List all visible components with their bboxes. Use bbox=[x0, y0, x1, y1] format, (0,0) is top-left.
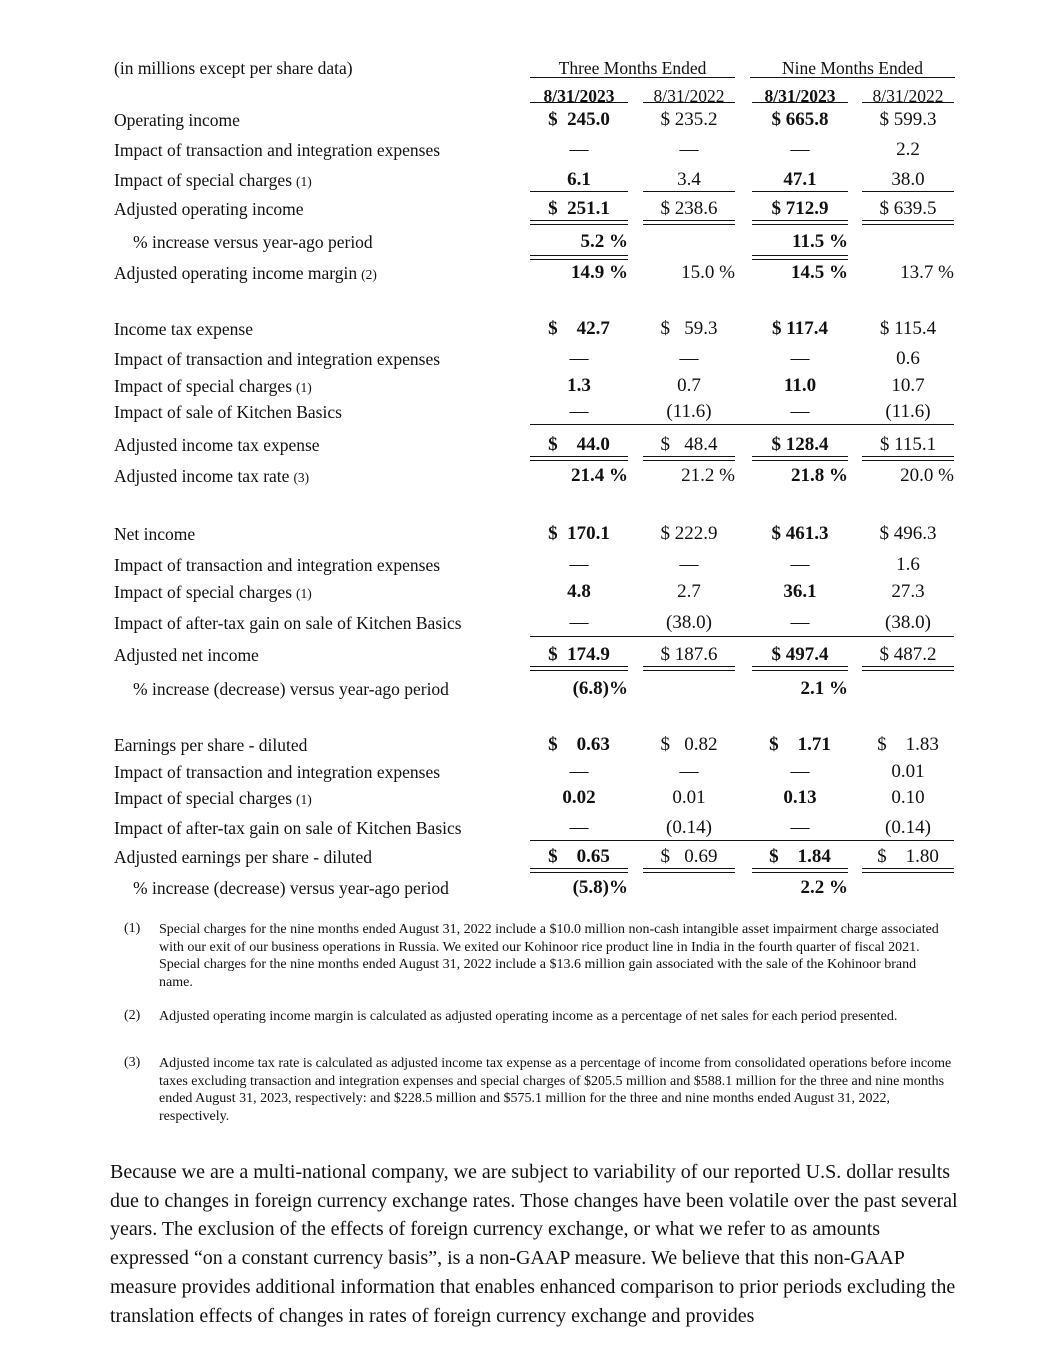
row-label-ni-special bbox=[114, 582, 312, 603]
cell-ni-special-2: 36.1 bbox=[783, 581, 817, 602]
cell-ni-trans-2: — bbox=[790, 554, 810, 575]
row-label-eps bbox=[114, 735, 311, 756]
cell-adj-op-increase-2: 11.5 % bbox=[792, 231, 848, 252]
row-label-op-trans bbox=[114, 140, 444, 161]
cell-ni-special-0: 4.8 bbox=[567, 581, 591, 602]
cell-op-trans-0: — bbox=[569, 139, 589, 160]
cell-eps-trans-1: — bbox=[679, 761, 699, 782]
row-label-ni-trans bbox=[114, 555, 444, 576]
row-double-rule bbox=[752, 666, 848, 671]
row-label-text: Impact of special charges bbox=[114, 582, 292, 602]
row-label-adj-eps-change bbox=[133, 878, 453, 899]
cell-adj-op-income-3: $ 639.5 bbox=[879, 198, 937, 219]
row-label-text: Impact of after-tax gain on sale of Kitchen Basics bbox=[114, 818, 462, 838]
row-double-rule bbox=[752, 220, 848, 225]
row-double-rule bbox=[530, 666, 628, 671]
row-label-adj-tax-expense bbox=[114, 435, 324, 456]
cell-ni-trans-3: 1.6 bbox=[896, 554, 920, 575]
cell-ni-special-3: 27.3 bbox=[891, 581, 925, 602]
cell-eps-trans-3: 0.01 bbox=[891, 761, 925, 782]
cell-tax-trans-0: — bbox=[569, 348, 589, 369]
row-rule bbox=[643, 191, 735, 192]
cell-op-income-1: $ 235.2 bbox=[660, 109, 718, 130]
cell-eps-kb-3: (0.14) bbox=[885, 817, 931, 838]
cell-ni-trans-0: — bbox=[569, 554, 589, 575]
cell-ni-kb-2: — bbox=[790, 612, 810, 633]
header-three-months: Three Months Ended bbox=[558, 58, 707, 78]
cell-op-trans-1: — bbox=[679, 139, 699, 160]
row-label-adj-op-margin bbox=[114, 263, 377, 284]
cell-adj-op-margin-1: 15.0 % bbox=[681, 262, 735, 283]
cell-tax-trans-3: 0.6 bbox=[896, 348, 920, 369]
cell-tax-trans-1: — bbox=[679, 348, 699, 369]
cell-tax-special-1: 0.7 bbox=[677, 375, 701, 396]
row-double-rule bbox=[530, 868, 628, 873]
row-label-text: Impact of sale of Kitchen Basics bbox=[114, 402, 342, 422]
footnote-ref: (1) bbox=[296, 792, 312, 807]
cell-eps-0: $ 0.63 bbox=[548, 734, 610, 755]
cell-op-income-3: $ 599.3 bbox=[879, 109, 937, 130]
row-rule bbox=[530, 636, 954, 637]
cell-adj-ni-change-0: (6.8)% bbox=[572, 678, 628, 699]
cell-tax-special-2: 11.0 bbox=[783, 375, 817, 396]
row-label-op-income bbox=[114, 110, 244, 131]
cell-eps-trans-2: — bbox=[790, 761, 810, 782]
row-label-text: Adjusted operating income margin bbox=[114, 263, 358, 283]
cell-adj-op-margin-3: 13.7 % bbox=[900, 262, 954, 283]
row-double-rule bbox=[752, 456, 848, 461]
row-label-adj-tax-rate bbox=[114, 466, 309, 487]
cell-ni-special-1: 2.7 bbox=[677, 581, 701, 602]
cell-adj-tax-expense-1: $ 48.4 bbox=[660, 434, 718, 455]
cell-net-income-2: $ 461.3 bbox=[771, 523, 829, 544]
row-label-text: Impact of transaction and integration expenses bbox=[114, 349, 441, 369]
row-double-rule bbox=[643, 220, 735, 225]
row-label-text: Impact of transaction and integration expenses bbox=[114, 140, 441, 160]
row-label-text: % increase (decrease) versus year-ago period bbox=[133, 878, 449, 898]
row-label-text: % increase (decrease) versus year-ago period bbox=[133, 679, 449, 699]
row-label-ni-kb bbox=[114, 613, 466, 634]
row-label-eps-kb bbox=[114, 818, 466, 839]
cell-eps-kb-1: (0.14) bbox=[666, 817, 712, 838]
cell-adj-tax-expense-0: $ 44.0 bbox=[548, 434, 610, 455]
row-label-eps-special bbox=[114, 788, 312, 809]
row-double-rule bbox=[862, 456, 954, 461]
units-label: (in millions except per share data) bbox=[114, 58, 353, 78]
cell-adj-eps-1: $ 0.69 bbox=[660, 846, 718, 867]
cell-adj-eps-2: $ 1.84 bbox=[769, 846, 831, 867]
row-rule bbox=[862, 191, 954, 192]
row-label-text: Impact of special charges bbox=[114, 170, 292, 190]
cell-net-income-1: $ 222.9 bbox=[660, 523, 718, 544]
cell-eps-3: $ 1.83 bbox=[877, 734, 939, 755]
cell-adj-op-margin-2: 14.5 % bbox=[791, 262, 848, 283]
row-label-text: Adjusted income tax expense bbox=[114, 435, 320, 455]
cell-tax-kb-3: (11.6) bbox=[885, 401, 931, 422]
cell-adj-net-income-2: $ 497.4 bbox=[771, 644, 829, 665]
cell-op-trans-3: 2.2 bbox=[896, 139, 920, 160]
cell-tax-kb-2: — bbox=[790, 401, 810, 422]
row-label-tax-kb bbox=[114, 402, 346, 423]
footnote-number: (3) bbox=[124, 1055, 141, 1070]
cell-op-special-1: 3.4 bbox=[677, 169, 701, 190]
row-double-rule bbox=[530, 456, 628, 461]
row-label-text: Adjusted income tax rate bbox=[114, 466, 290, 486]
header-nine-months: Nine Months Ended bbox=[782, 58, 923, 78]
row-label-tax-expense bbox=[114, 319, 257, 340]
cell-op-income-2: $ 665.8 bbox=[771, 109, 829, 130]
cell-ni-trans-1: — bbox=[679, 554, 699, 575]
row-label-adj-ni-change bbox=[133, 679, 453, 700]
col-header-q-2023: 8/31/2023 bbox=[543, 86, 615, 106]
cell-adj-eps-3: $ 1.80 bbox=[877, 846, 939, 867]
row-label-net-income bbox=[114, 524, 199, 545]
cell-net-income-0: $ 170.1 bbox=[548, 523, 610, 544]
footnote-number: (2) bbox=[124, 1008, 141, 1023]
row-label-op-special bbox=[114, 170, 312, 191]
row-label-text: Impact of special charges bbox=[114, 376, 292, 396]
footnote-ref: (1) bbox=[296, 586, 312, 601]
footnote-text: Adjusted operating income margin is calculated as adjusted operating income as a percentage of net sales for each period presented. bbox=[159, 1009, 898, 1024]
footnote-ref: (1) bbox=[296, 174, 312, 189]
footnote-number: (1) bbox=[124, 921, 141, 936]
row-double-rule bbox=[862, 666, 954, 671]
row-label-text: Impact of transaction and integration expenses bbox=[114, 762, 441, 782]
row-double-rule bbox=[643, 868, 735, 873]
cell-ni-kb-0: — bbox=[569, 612, 589, 633]
cell-tax-special-3: 10.7 bbox=[891, 375, 925, 396]
row-label-text: Adjusted operating income bbox=[114, 199, 304, 219]
col-header-q-2022: 8/31/2022 bbox=[653, 86, 725, 106]
footnote-text: Special charges for the nine months ended August 31, 2022 include a $10.0 million non-cash intangible asset impairment charge associated with our exit of our business operations in Russia. We exited our Kohinoor rice product line in India in the fourth quarter of fiscal 2021. Special charges for the nine months ended August 31, 2022 include a $13.6 million gain associated with the sale of the Kohinoor brand name. bbox=[159, 922, 939, 990]
row-label-adj-op-income bbox=[114, 199, 308, 220]
cell-op-special-2: 47.1 bbox=[783, 169, 817, 190]
footnote-ref: (2) bbox=[361, 267, 377, 282]
header-rule bbox=[530, 77, 735, 78]
row-label-text: Impact of special charges bbox=[114, 788, 292, 808]
cell-adj-eps-change-0: (5.8)% bbox=[572, 877, 628, 898]
cell-adj-op-income-1: $ 238.6 bbox=[660, 198, 718, 219]
col-rule bbox=[862, 102, 954, 103]
col-header-ytd-2023: 8/31/2023 bbox=[764, 86, 836, 106]
cell-adj-net-income-1: $ 187.6 bbox=[660, 644, 718, 665]
cell-tax-kb-0: — bbox=[569, 401, 589, 422]
cell-adj-op-income-0: $ 251.1 bbox=[548, 198, 610, 219]
cell-op-income-0: $ 245.0 bbox=[548, 109, 610, 130]
cell-adj-ni-change-2: 2.1 % bbox=[800, 678, 848, 699]
cell-op-special-0: 6.1 bbox=[567, 169, 591, 190]
cell-adj-tax-rate-3: 20.0 % bbox=[900, 465, 954, 486]
cell-tax-kb-1: (11.6) bbox=[666, 401, 712, 422]
cell-tax-trans-2: — bbox=[790, 348, 810, 369]
row-label-adj-net-income bbox=[114, 645, 263, 666]
cell-adj-eps-change-2: 2.2 % bbox=[800, 877, 848, 898]
cell-eps-trans-0: — bbox=[569, 761, 589, 782]
cell-eps-special-0: 0.02 bbox=[562, 787, 596, 808]
row-double-rule bbox=[643, 666, 735, 671]
row-label-adj-op-increase bbox=[133, 232, 377, 253]
cell-adj-op-income-2: $ 712.9 bbox=[771, 198, 829, 219]
cell-eps-special-2: 0.13 bbox=[783, 787, 817, 808]
row-label-text: Operating income bbox=[114, 110, 240, 130]
row-double-rule bbox=[530, 220, 628, 225]
cell-tax-special-0: 1.3 bbox=[567, 375, 591, 396]
cell-ni-kb-3: (38.0) bbox=[885, 612, 931, 633]
cell-adj-net-income-0: $ 174.9 bbox=[548, 644, 610, 665]
row-label-adj-eps bbox=[114, 847, 376, 868]
col-header-ytd-2022: 8/31/2022 bbox=[872, 86, 944, 106]
cell-adj-net-income-3: $ 487.2 bbox=[879, 644, 937, 665]
row-double-rule bbox=[643, 456, 735, 461]
cell-adj-tax-expense-2: $ 128.4 bbox=[771, 434, 829, 455]
cell-eps-1: $ 0.82 bbox=[660, 734, 718, 755]
row-label-text: Adjusted earnings per share - diluted bbox=[114, 847, 373, 867]
row-double-rule bbox=[752, 868, 848, 873]
row-double-rule bbox=[862, 868, 954, 873]
cell-tax-expense-1: $ 59.3 bbox=[660, 318, 718, 339]
cell-ni-kb-1: (38.0) bbox=[666, 612, 712, 633]
cell-adj-op-margin-0: 14.9 % bbox=[571, 262, 628, 283]
cell-eps-kb-0: — bbox=[569, 817, 589, 838]
cell-op-special-3: 38.0 bbox=[891, 169, 925, 190]
cell-op-trans-2: — bbox=[790, 139, 810, 160]
row-label-text: Net income bbox=[114, 524, 196, 544]
cell-adj-eps-0: $ 0.65 bbox=[548, 846, 610, 867]
cell-tax-expense-0: $ 42.7 bbox=[548, 318, 610, 339]
footnote-ref: (1) bbox=[296, 380, 312, 395]
cell-tax-expense-2: $ 117.4 bbox=[772, 318, 828, 339]
cell-adj-tax-expense-3: $ 115.1 bbox=[879, 434, 937, 455]
row-label-text: Earnings per share - diluted bbox=[114, 735, 308, 755]
col-rule bbox=[530, 102, 628, 103]
cell-eps-2: $ 1.71 bbox=[769, 734, 831, 755]
cell-adj-tax-rate-2: 21.8 % bbox=[791, 465, 848, 486]
header-rule bbox=[750, 77, 955, 78]
row-rule bbox=[530, 840, 954, 841]
row-label-tax-trans bbox=[114, 349, 444, 370]
footnote-ref: (3) bbox=[293, 470, 310, 485]
row-double-rule bbox=[530, 255, 628, 260]
row-double-rule bbox=[752, 255, 848, 260]
row-rule bbox=[530, 424, 954, 425]
cell-eps-kb-2: — bbox=[790, 817, 810, 838]
cell-adj-tax-rate-1: 21.2 % bbox=[681, 465, 735, 486]
cell-net-income-3: $ 496.3 bbox=[879, 523, 937, 544]
cell-adj-tax-rate-0: 21.4 % bbox=[571, 465, 628, 486]
cell-eps-special-1: 0.01 bbox=[672, 787, 706, 808]
row-label-text: Adjusted net income bbox=[114, 645, 259, 665]
body-paragraph: Because we are a multi-national company, we are subject to variability of our reported U.S. dollar results due to changes in foreign currency exchange rates. Those changes have been volatile over the past several years. The exclusion of the effects of foreign currency exchange, or what we refer to as amounts expressed “on a constant currency basis”, is a non-GAAP measure. We believe that this non-GAAP measure provides additional information that enables enhanced comparison to prior periods excluding the translation effects of changes in rates of foreign currency exchange and provides bbox=[110, 1161, 958, 1327]
row-double-rule bbox=[862, 220, 954, 225]
cell-eps-special-3: 0.10 bbox=[891, 787, 925, 808]
col-rule bbox=[752, 102, 848, 103]
row-rule bbox=[530, 191, 628, 192]
cell-tax-expense-3: $ 115.4 bbox=[879, 318, 937, 339]
row-label-text: Income tax expense bbox=[114, 319, 253, 339]
footnote-text: Adjusted income tax rate is calculated as adjusted income tax expense as a percentage of income from consolidated operations before income taxes excluding transaction and integration expenses and special charges of $205.5 million and $588.1 million for the three and nine months ended August 31, 2023, respectively: and $228.5 million and $575.1 million for the three and nine months ended August 31, 2022, respectively. bbox=[159, 1056, 952, 1124]
row-rule bbox=[752, 191, 848, 192]
row-label-text: Impact of after-tax gain on sale of Kitchen Basics bbox=[114, 613, 462, 633]
col-rule bbox=[643, 102, 735, 103]
row-label-text: Impact of transaction and integration expenses bbox=[114, 555, 441, 575]
row-label-eps-trans bbox=[114, 762, 444, 783]
row-label-tax-special bbox=[114, 376, 312, 397]
cell-adj-op-increase-0: 5.2 % bbox=[580, 231, 628, 252]
row-label-text: % increase versus year-ago period bbox=[133, 232, 373, 252]
